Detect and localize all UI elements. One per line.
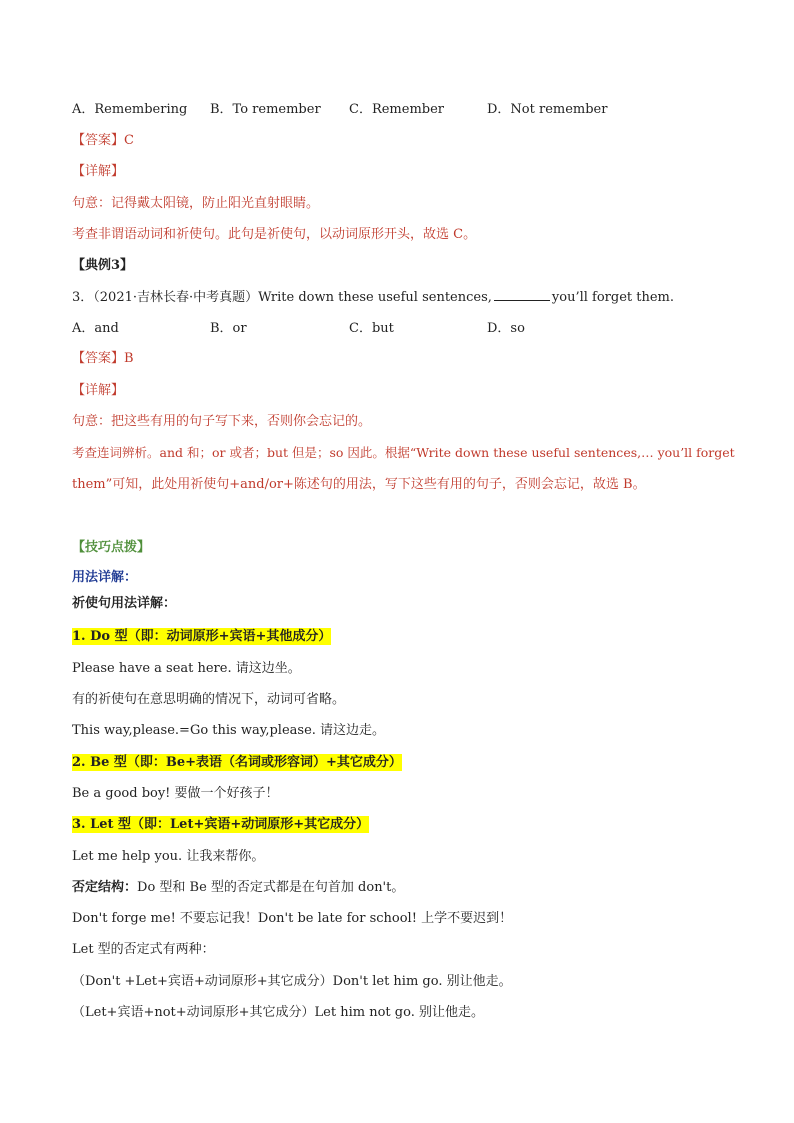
- option-d: D．Not remember: [487, 102, 608, 117]
- do-example-1: Please have a seat here. 请这边坐。: [72, 661, 301, 676]
- negative-example: Don't forge me! 不要忘记我！Don't be late for school! 上学不要迟到！: [72, 911, 513, 926]
- let-example-1: Let me help you. 让我来帮你。: [72, 849, 265, 864]
- let-negative-intro: Let 型的否定式有两种：: [72, 942, 215, 957]
- option-b: B．or: [210, 321, 247, 336]
- detail-label: 【详解】: [72, 383, 125, 398]
- let-negative-1: （Don't +Let+宾语+动词原形+其它成分）Don't let him go. 别让他走。: [72, 974, 512, 989]
- option-c: C．Remember: [349, 102, 445, 117]
- analysis-text-line1: 考查连词辨析。and 和；or 或者；but 但是；so 因此。根据“Write down these useful sentences,… you’ll forget: [72, 445, 735, 460]
- answer-label: 【答案】B: [72, 351, 134, 366]
- option-a: A．Remembering: [72, 102, 188, 117]
- usage-title: 用法详解：: [72, 570, 138, 585]
- question-tail: you’ll forget them.: [551, 290, 675, 305]
- do-example-3: This way,please.=Go this way,please. 请这边走。: [72, 723, 386, 738]
- sentence-meaning: 句意：把这些有用的句子写下来，否则你会忘记的。: [72, 414, 372, 429]
- option-b: B．To remember: [210, 102, 321, 117]
- analysis-text: 考查非谓语动词和祈使句。此句是祈使句，以动词原形开头，故选 C。: [72, 227, 477, 242]
- example-heading: 【典例3】: [72, 258, 134, 273]
- analysis-text-line2: them”可知，此处用祈使句+and/or+陈述句的用法，写下这些有用的句子，否则会忘记，故选 B。: [72, 477, 646, 492]
- question-stem: 3．（2021·吉林长春·中考真题）Write down these useful sentences,: [72, 290, 492, 305]
- be-example-1: Be a good boy! 要做一个好孩子！: [72, 786, 279, 801]
- tips-heading: 【技巧点拨】: [72, 540, 151, 555]
- answer-label: 【答案】C: [72, 133, 134, 148]
- detail-label: 【详解】: [72, 164, 125, 179]
- let-type-heading: [72, 816, 369, 834]
- be-type-highlight: 2. Be 型（即：Be+表语（名词或形容词）+其它成分）: [72, 755, 402, 770]
- do-type-heading: [72, 628, 331, 646]
- negative-structure: [72, 879, 404, 897]
- negative-text: Do 型和 Be 型的否定式都是在句首加 don't。: [137, 880, 405, 895]
- let-negative-2: （Let+宾语+not+动词原形+其它成分）Let him not go. 别让他走。: [72, 1005, 484, 1020]
- be-type-heading: [72, 754, 402, 772]
- sentence-meaning: 句意：记得戴太阳镜，防止阳光直射眼睛。: [72, 196, 320, 211]
- imperative-title: 祈使句用法详解：: [72, 596, 177, 611]
- do-type-highlight: 1. Do 型（即：动词原形+宾语+其他成分）: [72, 629, 332, 644]
- option-c: C．but: [349, 321, 394, 336]
- answer-blank: [494, 288, 550, 301]
- question-text: [72, 288, 674, 307]
- option-a: A．and: [72, 321, 119, 336]
- option-d: D．so: [487, 321, 525, 336]
- negative-label: 否定结构：: [72, 880, 138, 895]
- let-type-highlight: 3. Let 型（即：Let+宾语+动词原形+其它成分）: [72, 817, 370, 832]
- do-example-2: 有的祈使句在意思明确的情况下，动词可省略。: [72, 692, 346, 707]
